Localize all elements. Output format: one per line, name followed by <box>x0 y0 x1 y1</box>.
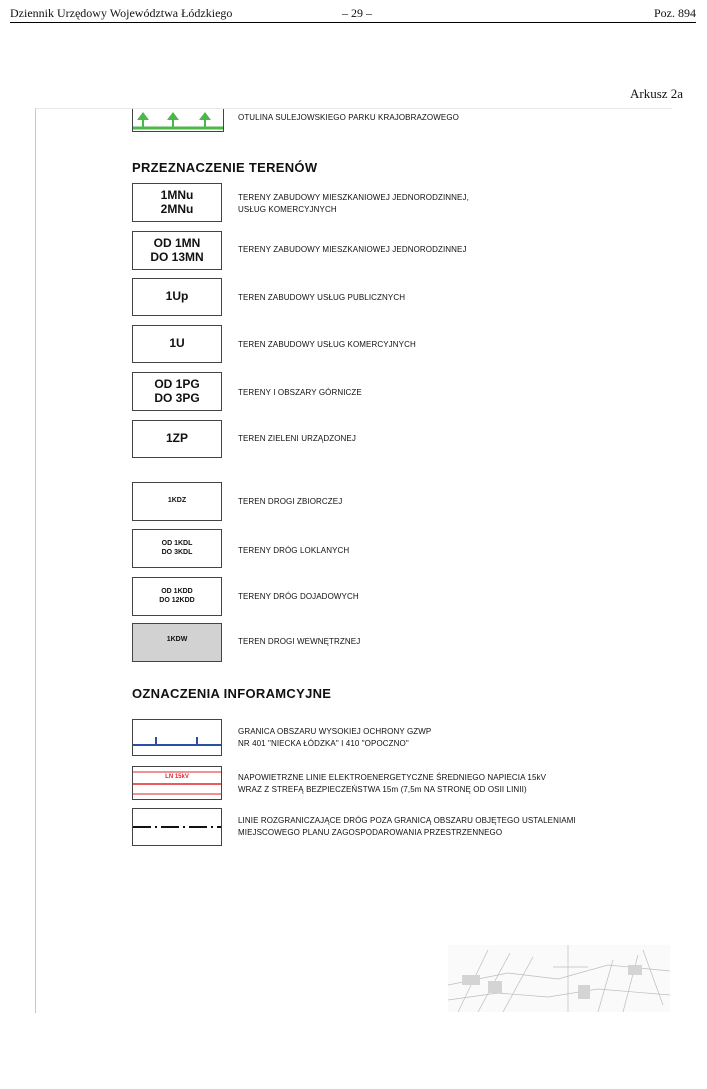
dashed-line-icon <box>133 809 221 845</box>
zone-code-box <box>132 420 222 458</box>
zone-code-box <box>132 577 222 616</box>
zone-desc: TEREN DROGI ZBIORCZEJ <box>238 497 343 506</box>
tree-row-icon <box>133 109 223 131</box>
otulina-symbol <box>132 109 224 132</box>
power-line-label: LN 15kV <box>165 774 189 780</box>
section-title-przeznaczenie: PRZEZNACZENIE TERENÓW <box>132 160 318 175</box>
zone-desc-line: TERENY ZABUDOWY MIESZKANIOWEJ JEDNORODZINNEJ, <box>238 193 469 202</box>
zone-code-line: OD 1PG <box>154 376 200 391</box>
zone-code-line: 1KDZ <box>167 497 187 505</box>
info-desc-line: LINIE ROZGRANICZAJĄCE DRÓG POZA GRANICĄ OBSZARU OBJĘTEGO USTALENIAMI <box>238 816 576 825</box>
zone-code-line: OD 1KDD <box>161 588 193 596</box>
zone-code-line: 1U <box>169 336 185 351</box>
info-desc-line: GRANICA OBSZARU WYSOKIEJ OCHRONY GZWP <box>238 727 432 736</box>
info-desc-line: MIEJSCOWEGO PLANU ZAGOSPODAROWANIA PRZESTRZENNEGO <box>238 828 503 837</box>
info-desc-line: NAPOWIETRZNE LINIE ELEKTROENERGETYCZNE ŚREDNIEGO NAPIECIA 15kV <box>238 773 547 782</box>
info-desc <box>238 726 431 750</box>
zone-code-box <box>132 278 222 316</box>
blue-boundary-line-icon <box>133 720 221 755</box>
zone-code-line: DO 13MN <box>150 249 204 264</box>
info-desc <box>238 815 576 839</box>
zone-code-line: 2MNu <box>160 201 194 216</box>
info-desc <box>238 772 546 796</box>
zone-code-line: OD 1MN <box>153 235 201 250</box>
zone-desc <box>238 192 469 216</box>
zone-desc-line: USŁUG KOMERCYJNYCH <box>238 205 337 214</box>
zone-desc: TERENY DRÓG DOJADOWYCH <box>238 592 359 601</box>
page-header <box>10 4 696 23</box>
red-power-line-icon <box>133 767 221 799</box>
zone-code-line: DO 3PG <box>154 390 200 405</box>
map-fragment-image <box>448 945 670 1012</box>
zone-code-line: 1ZP <box>165 431 188 446</box>
zone-code-line: 1Up <box>165 289 189 304</box>
gzwp-boundary-symbol <box>132 719 222 756</box>
sheet-label: Arkusz 2a <box>630 86 684 101</box>
zone-code-box <box>132 372 222 411</box>
zone-desc: TEREN ZABUDOWY USŁUG PUBLICZNYCH <box>238 293 406 302</box>
info-desc-line: NR 401 "NIECKA ŁÓDZKA" I 410 "OPOCZNO" <box>238 739 409 748</box>
page-number: – 29 – <box>342 6 372 20</box>
power-line-symbol <box>132 766 222 800</box>
zone-desc: TERENY ZABUDOWY MIESZKANIOWEJ JEDNORODZINNEJ <box>238 245 467 254</box>
zone-code-box <box>132 183 222 222</box>
zone-desc: TERENY DRÓG LOKLANYCH <box>238 546 350 555</box>
zone-desc: TERENY I OBSZARY GÓRNICZE <box>238 388 362 397</box>
zone-code-line: 1MNu <box>160 187 194 202</box>
zone-desc: TEREN DROGI WEWNĘTRZNEJ <box>238 637 361 646</box>
zone-desc: TEREN ZABUDOWY USŁUG KOMERCYJNYCH <box>238 340 416 349</box>
zone-code-line: 1KDW <box>166 636 188 643</box>
zone-code-box <box>132 231 222 270</box>
zone-code-box <box>132 529 222 568</box>
journal-title: Dziennik Urzędowy Województwa Łódzkiego <box>10 6 233 20</box>
zone-code-box-gray <box>132 623 222 662</box>
zone-code-box <box>132 325 222 363</box>
otulina-desc: OTULINA SULEJOWSKIEGO PARKU KRAJOBRAZOWEGO <box>238 113 459 122</box>
section-title-oznaczenia: OZNACZENIA INFORAMCYJNE <box>132 686 332 701</box>
road-demarcation-symbol <box>132 808 222 846</box>
zone-code-line: DO 12KDD <box>159 596 195 604</box>
position-number: Poz. 894 <box>654 6 696 20</box>
zone-code-line: OD 1KDL <box>161 540 193 548</box>
info-desc-line: WRAZ Z STREFĄ BEZPIECZEŃSTWA 15m (7,5m NA STRONĘ OD OSII LINII) <box>238 785 527 794</box>
zone-desc: TEREN ZIELENI URZĄDZONEJ <box>238 434 356 443</box>
zone-code-box <box>132 482 222 521</box>
zone-code-line: DO 3KDL <box>161 548 193 556</box>
